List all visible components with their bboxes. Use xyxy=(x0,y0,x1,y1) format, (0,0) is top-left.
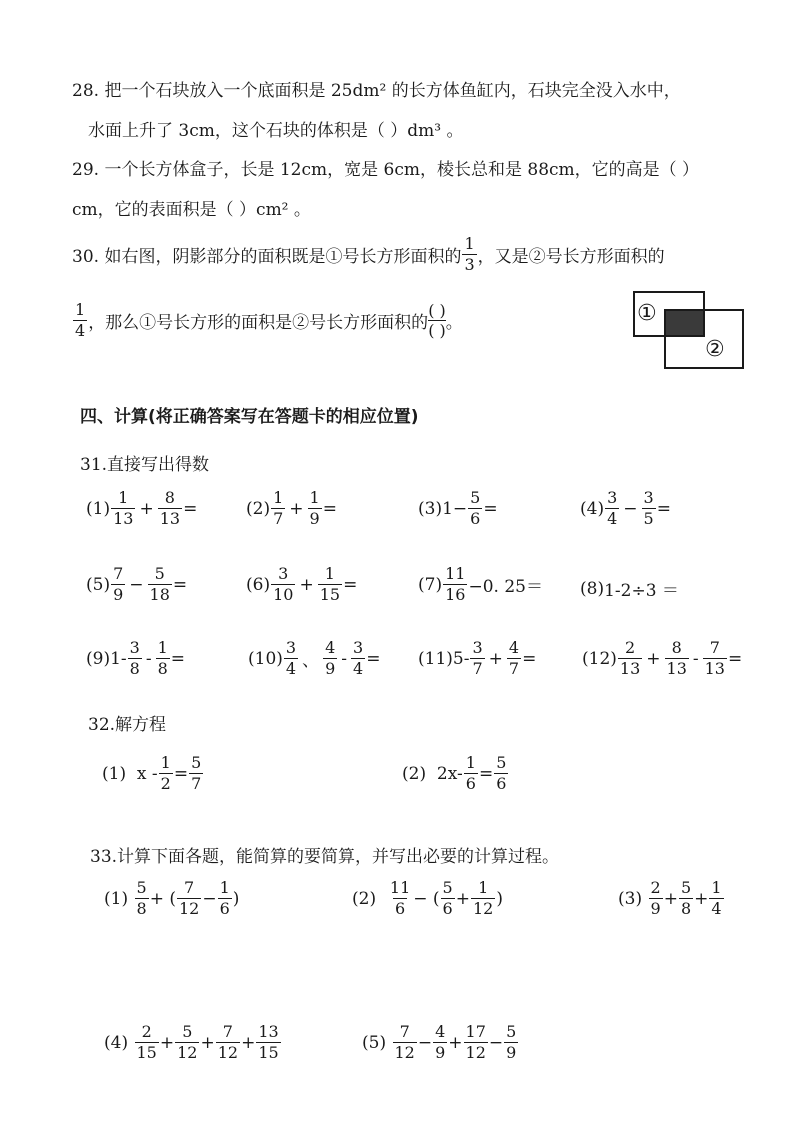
frac-den: 9 xyxy=(506,1043,517,1062)
frac-den: 13 xyxy=(619,659,641,678)
fraction xyxy=(111,566,125,603)
fraction xyxy=(271,566,295,603)
fraction-1-4 xyxy=(73,302,87,339)
blank-numerator: ( ) xyxy=(428,301,446,320)
frac-num: 7 xyxy=(113,564,124,583)
frac-den: 13 xyxy=(666,659,687,678)
frac-num: 2 xyxy=(650,878,661,897)
item-id: (5) xyxy=(362,1032,387,1053)
frac-den: 12 xyxy=(178,899,200,918)
frac-num: 5 xyxy=(154,564,165,583)
blank-denominator: ( ) xyxy=(428,321,446,340)
frac-den: 9 xyxy=(650,899,661,918)
frac-den: 9 xyxy=(435,1043,446,1062)
item-id: (1) xyxy=(104,888,129,909)
q33-problem-4 xyxy=(104,1024,282,1061)
frac-num: 17 xyxy=(465,1022,486,1041)
frac-den: 6 xyxy=(442,899,453,918)
frac-den: 7 xyxy=(472,659,483,678)
operator: + xyxy=(663,888,678,909)
frac-den: 9 xyxy=(309,509,320,528)
fraction xyxy=(318,566,342,603)
q29-line-1 xyxy=(72,155,699,180)
frac-num: 3 xyxy=(129,638,140,657)
fraction xyxy=(189,755,203,792)
frac-den: 7 xyxy=(191,774,202,793)
frac-den: 4 xyxy=(711,899,722,918)
q29-text-2: cm，它的表面积是（ ）cm² 。 xyxy=(72,200,311,220)
equals: = xyxy=(483,498,498,519)
frac-num: 1 xyxy=(157,638,168,657)
frac-den: 5 xyxy=(643,509,654,528)
rectangles-figure xyxy=(633,290,745,370)
frac-num: 5 xyxy=(496,753,507,772)
frac-den: 15 xyxy=(319,585,341,604)
close-paren: ) xyxy=(232,888,240,909)
fraction xyxy=(128,640,142,677)
operator: + xyxy=(139,498,154,519)
q28-text-1: 28. 把一个石块放入一个底面积是 25dm² 的长方体鱼缸内，石块完全没入水中， xyxy=(72,81,681,101)
operator: - xyxy=(145,648,152,669)
fraction xyxy=(703,640,727,677)
frac-num: 1 xyxy=(118,488,129,507)
frac-den: 18 xyxy=(149,585,170,604)
operator: 、 xyxy=(302,651,320,671)
q31-item-5 xyxy=(86,566,187,603)
q31-title-text: 31.直接写出得数 xyxy=(80,455,210,475)
frac-den: 4 xyxy=(353,659,364,678)
q31-title xyxy=(80,450,209,475)
shaded-region xyxy=(666,311,703,335)
prefix: 1- xyxy=(110,648,127,669)
q28-text-2: 水面上升了 3cm，这个石块的体积是（ ）dm³ 。 xyxy=(88,121,464,141)
operator: − xyxy=(488,1032,504,1053)
q32-equation-1 xyxy=(102,755,204,792)
frac-num: 1 xyxy=(75,300,86,319)
operator: − xyxy=(623,498,638,519)
q31-item-4 xyxy=(580,490,671,527)
q28-line-1 xyxy=(72,76,681,101)
frac-den: 8 xyxy=(129,659,140,678)
frac-num: 1 xyxy=(273,488,284,507)
prefix: 1− xyxy=(442,498,468,519)
frac-num: 3 xyxy=(353,638,364,657)
item-id: (10) xyxy=(248,648,283,669)
figure-label-2: ② xyxy=(705,337,725,362)
frac-den: 16 xyxy=(445,585,466,604)
frac-num: 3 xyxy=(607,488,618,507)
frac-num: 3 xyxy=(285,638,297,657)
q31-item-3 xyxy=(418,490,498,527)
equals: = xyxy=(727,648,743,669)
fraction xyxy=(393,1024,417,1061)
q33-problem-1 xyxy=(104,880,239,917)
frac-num: 8 xyxy=(164,488,175,507)
q31-item-8 xyxy=(580,576,679,601)
prefix: x - xyxy=(136,763,158,784)
equals: = xyxy=(656,498,671,519)
item-id: (11) xyxy=(418,648,453,669)
item-id: (12) xyxy=(582,648,617,669)
fraction xyxy=(256,1024,280,1061)
frac-num: 8 xyxy=(671,638,682,657)
item-id: (1) xyxy=(86,498,111,519)
frac-num: 1 xyxy=(324,564,335,583)
prefix: 5- xyxy=(452,648,470,669)
frac-den: 2 xyxy=(160,774,171,793)
item-id: (4) xyxy=(104,1032,129,1053)
operator: + xyxy=(455,888,470,909)
frac-den: 3 xyxy=(464,255,475,274)
q30-text-3: ，那么①号长方形的面积是②号长方形面积的 xyxy=(88,313,429,333)
fraction xyxy=(271,490,285,527)
fraction xyxy=(148,566,172,603)
q32-title-text: 32.解方程 xyxy=(88,715,167,735)
frac-den: 6 xyxy=(470,509,481,528)
frac-num: 1 xyxy=(219,878,230,897)
frac-num: 4 xyxy=(325,638,336,657)
answer-blank-fraction[interactable] xyxy=(428,301,446,340)
frac-den: 13 xyxy=(159,509,181,528)
fraction xyxy=(504,1024,518,1061)
fraction xyxy=(175,1024,199,1061)
operator: + xyxy=(299,574,314,595)
fraction-1-3 xyxy=(462,236,476,273)
fraction xyxy=(665,640,689,677)
operator: − xyxy=(202,888,217,909)
q30-text-2: ，又是②号长方形面积的 xyxy=(477,247,665,267)
operator: + xyxy=(448,1032,463,1053)
operator: − xyxy=(129,574,144,595)
frac-den: 6 xyxy=(496,774,507,793)
frac-den: 12 xyxy=(217,1043,239,1062)
q33-problem-3 xyxy=(618,880,725,917)
q31-item-6 xyxy=(246,566,357,603)
fraction xyxy=(135,1024,159,1061)
frac-num: 7 xyxy=(399,1022,410,1041)
frac-num: 3 xyxy=(643,488,654,507)
q33-title xyxy=(90,842,559,867)
operator: − xyxy=(417,1032,433,1053)
fraction xyxy=(156,640,170,677)
equals: = xyxy=(172,574,188,595)
frac-den: 8 xyxy=(157,659,168,678)
operator: − ( xyxy=(413,888,440,909)
equals: = xyxy=(343,574,358,595)
q31-item-2 xyxy=(246,490,337,527)
figure-label-1: ① xyxy=(637,301,657,326)
fraction xyxy=(323,640,337,677)
fraction xyxy=(308,490,322,527)
frac-num: 5 xyxy=(136,878,147,897)
q31-item-10 xyxy=(248,640,380,677)
frac-den: 15 xyxy=(258,1043,279,1062)
item-id: (7) xyxy=(418,574,443,595)
fraction xyxy=(216,1024,240,1061)
fraction xyxy=(159,755,173,792)
frac-den: 6 xyxy=(219,899,230,918)
operator: + xyxy=(159,1032,175,1053)
frac-num: 1 xyxy=(464,234,475,253)
frac-num: 1 xyxy=(309,488,320,507)
fraction xyxy=(177,880,201,917)
operator: + xyxy=(200,1032,215,1053)
frac-num: 5 xyxy=(470,488,481,507)
item-id: (6) xyxy=(246,574,271,595)
expression: 1-2÷3 ＝ xyxy=(604,581,679,601)
frac-num: 7 xyxy=(184,878,195,897)
fraction xyxy=(464,1024,488,1061)
frac-den: 6 xyxy=(394,899,406,918)
operator: - xyxy=(692,648,699,669)
fraction xyxy=(443,566,467,603)
fraction xyxy=(158,490,182,527)
q32-equation-2 xyxy=(402,755,509,792)
frac-num: 4 xyxy=(508,638,520,657)
frac-num: 7 xyxy=(709,638,720,657)
equals: = xyxy=(478,763,494,784)
frac-num: 11 xyxy=(389,878,411,897)
frac-num: 5 xyxy=(191,753,202,772)
q33-problem-5 xyxy=(362,1024,519,1061)
operator: + xyxy=(646,648,661,669)
frac-num: 4 xyxy=(435,1022,446,1041)
fraction xyxy=(135,880,149,917)
fraction xyxy=(709,880,723,917)
frac-den: 15 xyxy=(136,1043,157,1062)
frac-den: 12 xyxy=(465,1043,486,1062)
operator: + xyxy=(241,1032,256,1053)
frac-den: 9 xyxy=(113,585,124,604)
equals: = xyxy=(322,498,337,519)
fraction xyxy=(284,640,298,677)
q31-item-1 xyxy=(86,490,197,527)
fraction xyxy=(218,880,232,917)
q30-line-1 xyxy=(72,236,665,273)
equals: = xyxy=(170,648,186,669)
frac-num: 13 xyxy=(258,1022,279,1041)
frac-den: 12 xyxy=(177,1043,198,1062)
frac-den: 7 xyxy=(508,659,520,678)
frac-num: 1 xyxy=(160,753,171,772)
frac-num: 3 xyxy=(472,638,483,657)
q31-item-9 xyxy=(86,640,185,677)
frac-den: 13 xyxy=(704,659,725,678)
item-id: (3) xyxy=(418,498,443,519)
frac-num: 2 xyxy=(141,1022,152,1041)
frac-num: 5 xyxy=(506,1022,517,1041)
frac-den: 6 xyxy=(465,774,476,793)
q33-problem-2 xyxy=(352,880,503,917)
equals: = xyxy=(522,648,537,669)
q30-line-2 xyxy=(72,301,463,340)
frac-num: 1 xyxy=(478,878,489,897)
frac-num: 1 xyxy=(465,753,476,772)
q29-text-1: 29. 一个长方体盒子，长是 12cm，宽是 6cm，棱长总和是 88cm，它的高是（ ） xyxy=(72,160,700,180)
q31-item-12 xyxy=(582,640,742,677)
equals: = xyxy=(183,498,198,519)
frac-den: 8 xyxy=(136,899,147,918)
section-4-title-text: 四、计算(将正确答案写在答题卡的相应位置) xyxy=(80,407,419,427)
item-id: (9) xyxy=(86,648,111,669)
frac-den: 12 xyxy=(394,1043,415,1062)
fraction xyxy=(441,880,455,917)
fraction xyxy=(468,490,482,527)
operator: + xyxy=(694,888,709,909)
equals: = xyxy=(366,648,381,669)
frac-num: 5 xyxy=(680,878,692,897)
frac-num: 3 xyxy=(278,564,289,583)
fraction xyxy=(494,755,508,792)
q31-item-7 xyxy=(418,566,543,603)
frac-den: 9 xyxy=(325,659,336,678)
fraction xyxy=(618,640,642,677)
fraction xyxy=(351,640,365,677)
frac-den: 7 xyxy=(273,509,284,528)
item-id: (2) xyxy=(402,763,427,784)
section-4-title xyxy=(80,402,419,427)
close-paren: ) xyxy=(496,888,503,909)
operator: - xyxy=(341,648,348,669)
fraction xyxy=(111,490,135,527)
item-id: (8) xyxy=(580,578,605,599)
frac-den: 8 xyxy=(680,899,692,918)
fraction xyxy=(471,880,495,917)
fraction xyxy=(388,880,412,917)
q31-item-11 xyxy=(418,640,536,677)
operator: + ( xyxy=(149,888,176,909)
fraction xyxy=(464,755,478,792)
frac-num: 5 xyxy=(442,878,453,897)
frac-num: 1 xyxy=(711,878,722,897)
item-id: (5) xyxy=(86,574,111,595)
frac-den: 10 xyxy=(273,585,294,604)
fraction xyxy=(642,490,656,527)
operator: + xyxy=(289,498,304,519)
item-id: (1) xyxy=(102,763,127,784)
prefix: 2x- xyxy=(436,763,463,784)
fraction xyxy=(605,490,619,527)
fraction xyxy=(470,640,484,677)
item-id: (2) xyxy=(246,498,271,519)
q32-title xyxy=(88,710,166,735)
q29-line-2 xyxy=(72,195,311,220)
frac-num: 5 xyxy=(182,1022,193,1041)
frac-num: 7 xyxy=(222,1022,233,1041)
q30-text-1: 30. 如右图，阴影部分的面积既是①号长方形面积的 xyxy=(72,247,462,267)
frac-den: 12 xyxy=(472,899,494,918)
fraction xyxy=(649,880,663,917)
q30-text-4: 。 xyxy=(445,313,463,333)
frac-den: 4 xyxy=(285,659,297,678)
operator: + xyxy=(488,648,503,669)
item-id: (4) xyxy=(580,498,605,519)
frac-den: 4 xyxy=(607,509,618,528)
item-id: (3) xyxy=(618,888,643,909)
frac-den: 13 xyxy=(113,509,134,528)
frac-den: 4 xyxy=(75,321,86,340)
tail-expression: −0. 25＝ xyxy=(468,577,543,597)
equals: = xyxy=(173,763,189,784)
q33-title-text: 33.计算下面各题，能简算的要简算，并写出必要的计算过程。 xyxy=(90,847,560,867)
fraction xyxy=(679,880,693,917)
fraction xyxy=(433,1024,447,1061)
frac-num: 11 xyxy=(445,564,466,583)
q28-line-2 xyxy=(88,116,464,141)
item-id: (2) xyxy=(352,888,377,909)
fraction xyxy=(507,640,521,677)
frac-num: 2 xyxy=(624,638,636,657)
